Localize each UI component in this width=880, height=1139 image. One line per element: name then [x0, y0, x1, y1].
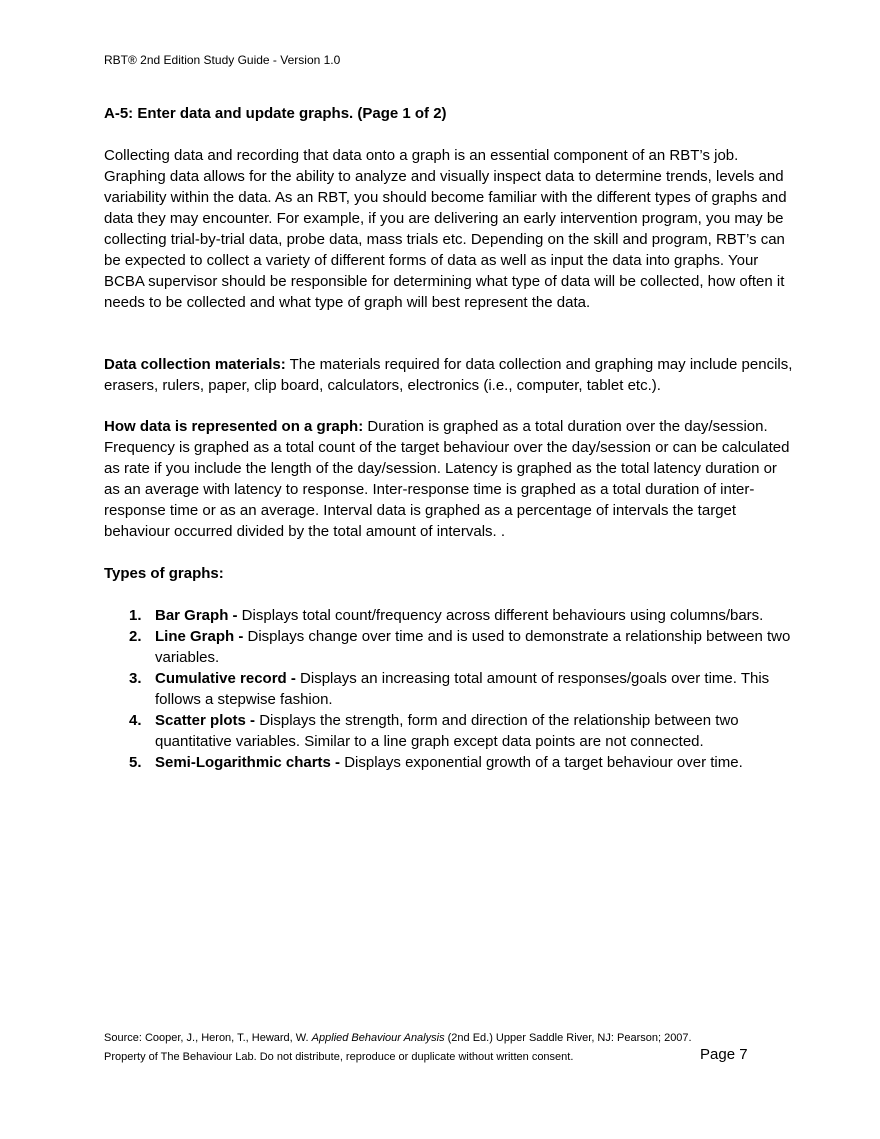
list-item-term: Scatter plots - [155, 712, 256, 729]
list-item [104, 626, 794, 668]
page-number: Page 7 [700, 1046, 748, 1063]
source-suffix: (2nd Ed.) Upper Saddle River, NJ: Pearson; 2007. [444, 1032, 692, 1044]
section-title: A-5: Enter data and update graphs. (Page 1 of 2) [104, 105, 447, 122]
list-item-description: Displays change over time and is used to demonstrate a relationship between two variables. [155, 628, 791, 666]
list-item [104, 605, 794, 626]
howdata-paragraph [104, 416, 794, 542]
howdata-label: How data is represented on a graph: [104, 418, 364, 435]
list-item-term: Bar Graph - [155, 607, 238, 624]
list-item-description: Displays exponential growth of a target behaviour over time. [340, 754, 743, 771]
types-of-graphs-heading: Types of graphs: [104, 565, 224, 582]
source-prefix: Source: Cooper, J., Heron, T., Heward, W. [104, 1032, 312, 1044]
intro-paragraph: Collecting data and recording that data onto a graph is an essential component of an RBT’s job. Graphing data allows for the ability to analyze and visually inspect data to determine trends, levels and variability within the data. As an RBT, you should become familiar with the different types of graphs and data they may encounter. For example, if you are delivering an early intervention program, you may be collecting trial-by-trial data, probe data, mass trials etc. Depending on the skill and program, RBT’s can be expected to collect a variety of different forms of data as well as input the data into graphs. Your BCBA supervisor should be responsible for determining what type of data will be collected, how often it needs to be collected and what type of graph will best represent the data. [104, 147, 787, 311]
list-item-description: Displays an increasing total amount of responses/goals over time. This follows a stepwise fashion. [155, 670, 770, 708]
source-title: Applied Behaviour Analysis [311, 1032, 445, 1044]
howdata-text: Duration is graphed as a total duration over the day/session. Frequency is graphed as a total count of the target behaviour over the day/session or can be calculated as rate if you include the length of the day/session. Latency is graphed as the total latency duration or as an average with latency to response. Inter-response time is graphed as a total duration of inter-response time or as an average. Interval data is graphed as a percentage of intervals the target behaviour occurred divided by the total amount of intervals. . [104, 418, 790, 540]
graph-types-list [104, 605, 794, 773]
list-item [104, 752, 794, 773]
list-item-number: 3. [129, 670, 142, 687]
list-item [104, 668, 794, 710]
list-item-term: Line Graph - [155, 628, 244, 645]
list-item-number: 4. [129, 712, 142, 729]
materials-paragraph [104, 354, 794, 396]
list-item-number: 2. [129, 628, 142, 645]
materials-label: Data collection materials: [104, 356, 286, 373]
materials-text: The materials required for data collection and graphing may include pencils, erasers, rulers, paper, clip board, calculators, electronics (i.e., computer, tablet etc.). [104, 356, 793, 394]
list-item-number: 1. [129, 607, 142, 624]
list-item-number: 5. [129, 754, 142, 771]
document-header: RBT® 2nd Edition Study Guide - Version 1.0 [104, 53, 341, 67]
footer-property-notice: Property of The Behaviour Lab. Do not distribute, reproduce or duplicate without written consent. [104, 1051, 574, 1063]
footer-source [104, 1031, 692, 1045]
list-item-description: Displays total count/frequency across different behaviours using columns/bars. [237, 607, 764, 624]
list-item [104, 710, 794, 752]
list-item-description: Displays the strength, form and direction of the relationship between two quantitative variables. Similar to a line graph except data points are not connected. [155, 712, 739, 750]
list-item-term: Cumulative record - [155, 670, 296, 687]
list-item-term: Semi-Logarithmic charts - [155, 754, 341, 771]
